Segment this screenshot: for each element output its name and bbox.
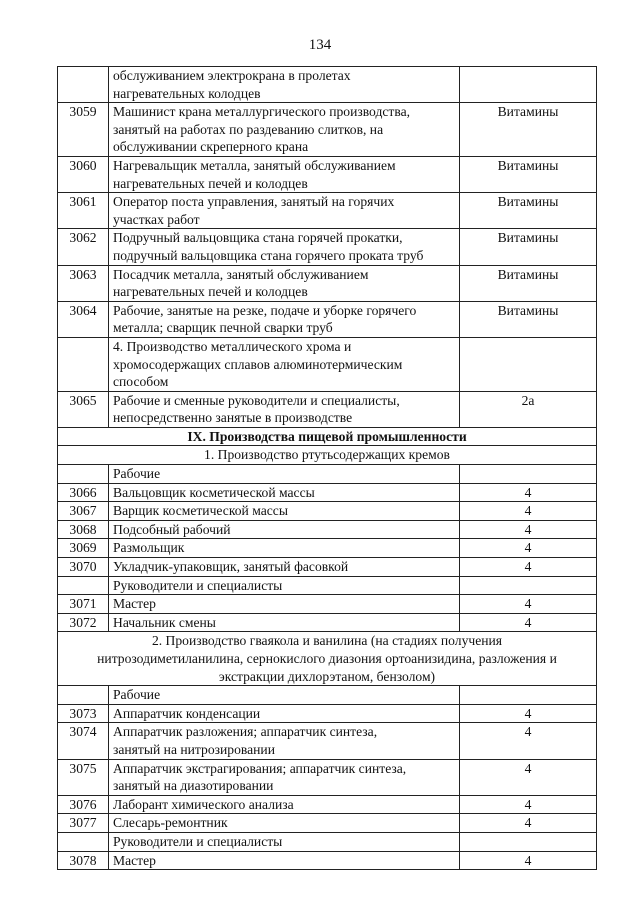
- section-row: [58, 632, 597, 686]
- text-line: Руководители и специалисты: [113, 833, 283, 849]
- text-line: 4. Производство металлического хрома и: [113, 338, 352, 354]
- table-row: [58, 539, 597, 558]
- table-row: [58, 193, 597, 229]
- item-number: 3061: [58, 193, 109, 229]
- text-line: занятый на нитрозировании: [113, 741, 275, 757]
- item-description: [109, 686, 460, 705]
- text-line: нагревательных печей и колодцев: [113, 284, 308, 300]
- text-line: Аппаратчик конденсации: [113, 705, 261, 721]
- item-number: 3075: [58, 759, 109, 795]
- table-row: [58, 814, 597, 833]
- item-number: 3077: [58, 814, 109, 833]
- item-number: 3063: [58, 265, 109, 301]
- table-row: [58, 391, 597, 427]
- section-row: [58, 446, 597, 465]
- text-line: IX. Производства пищевой промышленности: [187, 428, 467, 444]
- item-number: [58, 832, 109, 851]
- item-value: [460, 67, 597, 103]
- section-row: [58, 427, 597, 446]
- text-line: Варщик косметической массы: [113, 503, 288, 519]
- item-value: Витамины: [460, 301, 597, 337]
- item-number: 3066: [58, 483, 109, 502]
- item-description: [109, 520, 460, 539]
- text-line: Рабочие: [113, 687, 161, 703]
- item-number: 3065: [58, 391, 109, 427]
- text-line: Начальник смены: [113, 614, 216, 630]
- item-value: Витамины: [460, 229, 597, 265]
- table-row: [58, 832, 597, 851]
- item-description: [109, 704, 460, 723]
- item-value: Витамины: [460, 193, 597, 229]
- item-value: 4: [460, 539, 597, 558]
- item-description: [109, 156, 460, 192]
- item-description: [109, 67, 460, 103]
- table-row: [58, 558, 597, 577]
- text-line: Машинист крана металлургического производства,: [113, 104, 411, 120]
- item-number: 3060: [58, 156, 109, 192]
- item-number: [58, 465, 109, 484]
- item-description: [109, 576, 460, 595]
- item-description: [109, 558, 460, 577]
- table-body: [58, 67, 597, 870]
- item-description: [109, 301, 460, 337]
- text-line: 2. Производство гваякола и ванилина (на стадиях получения: [151, 633, 503, 649]
- text-line: Аппаратчик разложения; аппаратчик синтеза,: [113, 724, 378, 740]
- item-number: 3059: [58, 103, 109, 157]
- item-value: [460, 576, 597, 595]
- text-line: Рабочие и сменные руководители и специалисты,: [113, 392, 400, 408]
- item-value: 4: [460, 795, 597, 814]
- table-row: [58, 483, 597, 502]
- text-line: Укладчик-упаковщик, занятый фасовкой: [113, 559, 349, 575]
- text-line: нагревательных колодцев: [113, 85, 261, 101]
- text-line: Подручный вальцовщика стана горячей прокатки,: [113, 230, 403, 246]
- text-line: хромосодержащих сплавов алюминотермическим: [113, 356, 403, 372]
- item-description: [109, 595, 460, 614]
- text-line: Рабочие: [113, 466, 161, 482]
- item-description: [109, 723, 460, 759]
- text-line: способом: [113, 374, 169, 390]
- item-description: [109, 391, 460, 427]
- item-description: [109, 832, 460, 851]
- item-number: 3071: [58, 595, 109, 614]
- item-number: [58, 686, 109, 705]
- item-number: [58, 337, 109, 391]
- text-line: Руководители и специалисты: [113, 577, 283, 593]
- text-line: Размольщик: [113, 540, 185, 556]
- item-value: 4: [460, 502, 597, 521]
- table-row: [58, 595, 597, 614]
- table-row: [58, 301, 597, 337]
- table-row: [58, 851, 597, 870]
- item-number: 3073: [58, 704, 109, 723]
- item-value: [460, 337, 597, 391]
- text-line: нагревательных печей и колодцев: [113, 175, 308, 191]
- text-line: подручный вальцовщика стана горячего проката труб: [113, 247, 424, 263]
- page-number: 134: [308, 37, 332, 53]
- item-description: [109, 229, 460, 265]
- table-row: [58, 229, 597, 265]
- text-line: Рабочие, занятые на резке, подаче и уборке горячего: [113, 302, 417, 318]
- item-number: 3062: [58, 229, 109, 265]
- item-value: 4: [460, 558, 597, 577]
- text-line: Нагревальщик металла, занятый обслуживанием: [113, 157, 396, 173]
- text-line: обслуживанием электрокрана в пролетах: [113, 68, 351, 83]
- text-line: Мастер: [113, 852, 156, 868]
- text-line: занятый на диазотировании: [113, 778, 274, 794]
- text-line: Оператор поста управления, занятый на горячих: [113, 194, 395, 210]
- text-line: экстракции дихлорэтаном, бензолом): [218, 668, 436, 684]
- text-line: Вальцовщик косметической массы: [113, 484, 315, 500]
- table-row: [58, 613, 597, 632]
- table-row: [58, 723, 597, 759]
- text-line: Посадчик металла, занятый обслуживанием: [113, 266, 369, 282]
- item-description: [109, 539, 460, 558]
- item-value: 4: [460, 613, 597, 632]
- text-line: участках работ: [113, 211, 200, 227]
- item-number: 3070: [58, 558, 109, 577]
- table-row: [58, 502, 597, 521]
- item-description: [109, 502, 460, 521]
- item-description: [109, 483, 460, 502]
- text-line: Аппаратчик экстрагирования; аппаратчик синтеза,: [113, 760, 407, 776]
- item-description: [109, 814, 460, 833]
- item-value: Витамины: [460, 265, 597, 301]
- item-number: [58, 576, 109, 595]
- item-value: [460, 465, 597, 484]
- item-value: [460, 832, 597, 851]
- text-line: занятый на работах по раздеванию слитков, на: [113, 121, 384, 137]
- text-line: Слесарь-ремонтник: [113, 815, 228, 831]
- table-row: [58, 520, 597, 539]
- item-number: [58, 67, 109, 103]
- text-line: Мастер: [113, 596, 156, 612]
- table-row: [58, 704, 597, 723]
- item-number: 3068: [58, 520, 109, 539]
- item-value: 2а: [460, 391, 597, 427]
- item-number: 3067: [58, 502, 109, 521]
- item-value: 4: [460, 483, 597, 502]
- text-line: 1. Производство ртутьсодержащих кремов: [204, 447, 450, 463]
- item-number: 3074: [58, 723, 109, 759]
- item-description: [109, 465, 460, 484]
- item-value: 4: [460, 814, 597, 833]
- item-value: 4: [460, 704, 597, 723]
- text-line: нитрозодиметиланилина, сернокислого диазония ортоанизидина, разложения и: [97, 651, 557, 666]
- document-table: [57, 66, 597, 870]
- text-line: металла; сварщик печной сварки труб: [113, 320, 333, 336]
- table-row: [58, 265, 597, 301]
- item-value: 4: [460, 723, 597, 759]
- text-line: Подсобный рабочий: [113, 521, 231, 537]
- item-number: 3072: [58, 613, 109, 632]
- item-number: 3064: [58, 301, 109, 337]
- item-value: 4: [460, 759, 597, 795]
- item-description: [109, 795, 460, 814]
- table-row: [58, 465, 597, 484]
- table-row: [58, 67, 597, 103]
- table-row: [58, 795, 597, 814]
- item-value: Витамины: [460, 103, 597, 157]
- item-number: 3078: [58, 851, 109, 870]
- item-description: [109, 193, 460, 229]
- item-value: 4: [460, 851, 597, 870]
- item-description: [109, 265, 460, 301]
- table-row: [58, 337, 597, 391]
- table-row: [58, 686, 597, 705]
- table-row: [58, 156, 597, 192]
- text-line: непосредственно занятые в производстве: [113, 410, 353, 426]
- item-value: [460, 686, 597, 705]
- subsection-heading: [58, 632, 597, 686]
- item-description: [109, 759, 460, 795]
- item-value: Витамины: [460, 156, 597, 192]
- text-line: обслуживании скреперного крана: [113, 139, 309, 155]
- item-description: [109, 337, 460, 391]
- item-description: [109, 103, 460, 157]
- item-description: [109, 851, 460, 870]
- table-row: [58, 576, 597, 595]
- subsection-heading: [58, 446, 597, 465]
- table-row: [58, 103, 597, 157]
- item-number: 3069: [58, 539, 109, 558]
- item-value: 4: [460, 595, 597, 614]
- table-row: [58, 759, 597, 795]
- item-description: [109, 613, 460, 632]
- text-line: Лаборант химического анализа: [113, 796, 294, 812]
- section-heading: [58, 427, 597, 446]
- item-value: 4: [460, 520, 597, 539]
- item-number: 3076: [58, 795, 109, 814]
